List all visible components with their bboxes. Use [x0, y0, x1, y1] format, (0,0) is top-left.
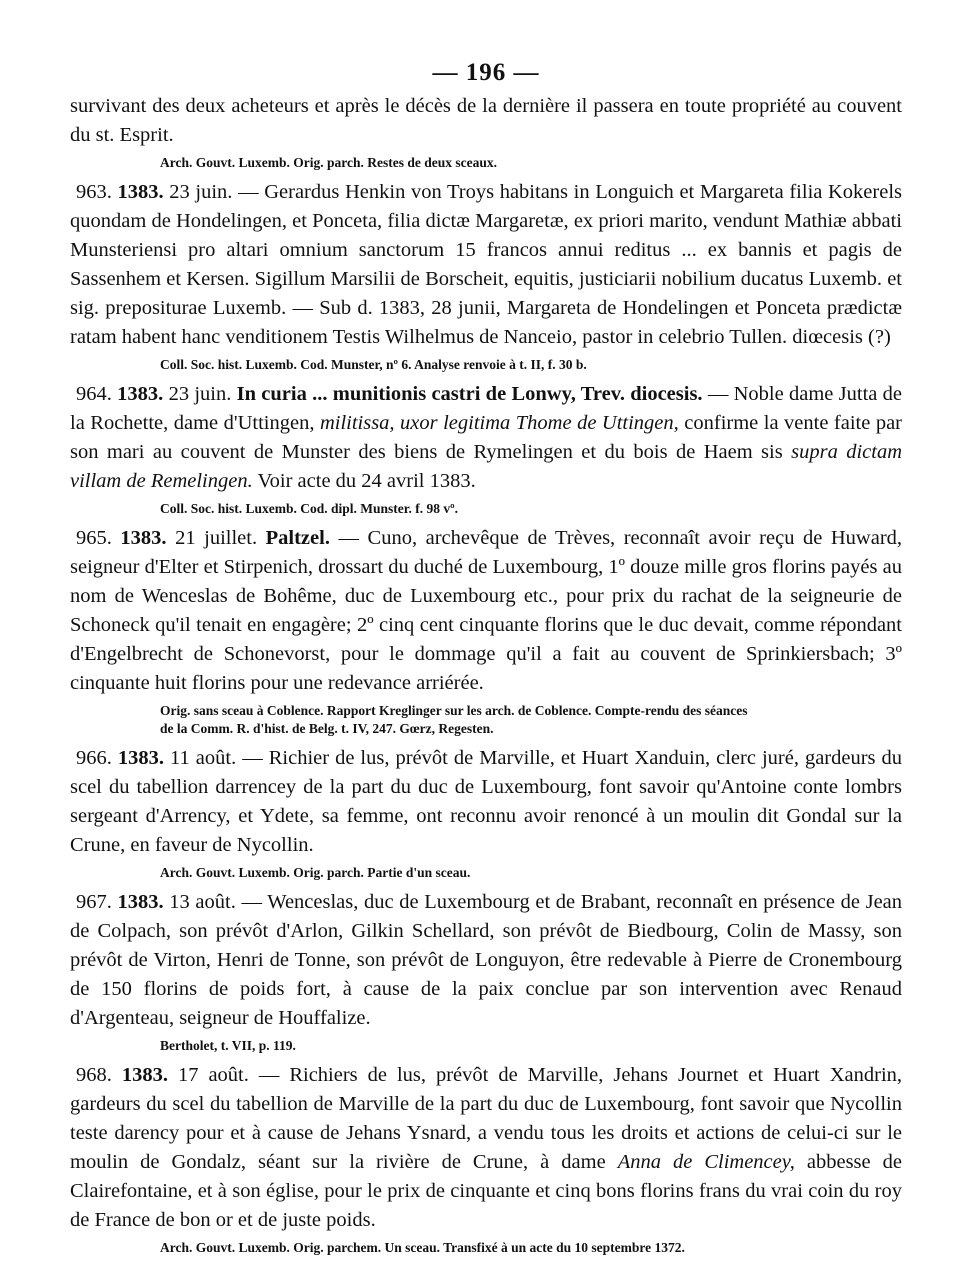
entry-year: 1383. — [117, 891, 164, 913]
entry-number: 966. — [76, 747, 112, 769]
entry-source — [70, 1239, 902, 1257]
entry-italic-text: Anna de Climencey, — [617, 1151, 795, 1173]
entry-text: Voir acte du 24 avril 1383. — [252, 470, 476, 492]
entry-year: 1383. — [117, 747, 165, 769]
document-page — [70, 58, 902, 1263]
source-line: Arch. Gouvt. Luxemb. Orig. parch. Partie d'un sceau. — [160, 865, 471, 880]
entry-number: 968. — [76, 1064, 112, 1086]
entry-source — [70, 864, 902, 882]
entry-date: 17 août. — [177, 1064, 249, 1086]
entry-text: — Cuno, archevêque de Trèves, reconnaît avoir reçu de Huward, seigneur d'Elter et Stirpenich, drossart du duché de Luxembourg, 1º douze mille gros florins payés au nom de Wenceslas de Bohême, duc de Luxembourg etc., pour prix du rachat de la seigneurie de Schoneck qu'il tenait en engagère; 2º cinq cent cinquante florins que le duc devait, comme répondant d'Engelbrecht de Schonevorst, pour le dommage qu'il a fait au couvent de Sprinkiersbach; 3º cinquante huit florins pour une redevance arriérée. — [70, 527, 903, 694]
entry-number: 965. — [76, 527, 112, 549]
source-line: Coll. Soc. hist. Luxemb. Cod. Munster, nº 6. Analyse renvoie à t. II, f. 30 b. — [160, 357, 587, 372]
entry-text: — Richier de lus, prévôt de Marville, et Huart Xanduin, clerc juré, gardeurs du scel du tabellion darrencey de la part du duc de Luxembourg, font savoir qu'Antoine conte lombrs sergeant d'Arrency, et Ydete, sa femme, ont reconnu avoir renoncé à un moulin dit Gondal sur la Crune, en faveur de Nycollin. — [70, 747, 903, 856]
page-number: — 196 — — [432, 59, 540, 86]
entry-source — [70, 500, 902, 518]
entry-number: 964. — [76, 383, 112, 405]
entry-italic-text: militissa, uxor legitima Thome de Uttingen, — [319, 412, 679, 434]
entry-text: abbesse de Clairefontaine, et à son église, pour le prix de cinquante et cinq bons florins frans du vrai coin du roy de France de bon or et de juste poids. — [70, 1151, 902, 1231]
entry-text: — Gerardus Henkin von Troys habitans in Longuich et Margareta filia Kokerels quondam de Hondelingen, et Ponceta, filia dictæ Margaretæ, ex priori marito, vendunt Mathiæ abbati Munsteriensi pro altari omnium sanctorum 15 francos annui reditus ... ex bannis et pagis de Sassenhem et Kersen. Sigillum Marsilii de Borscheit, equitis, justiciarii nobilium ducatus Luxemb. et sig. prepositurae Luxemb. — Sub d. 1383, 28 junii, Margareta de Hondelingen et Ponceta prædictæ ratam habent hanc venditionem Testis Wilhelmus de Nanceio, pastor in celebrio Tullen. diœcesis (?) — [70, 181, 903, 348]
opening-paragraph: survivant des deux acheteurs et après le décès de la dernière il passera en toute propriété au couvent du st. Esprit. — [70, 95, 902, 146]
entry-year: 1383. — [117, 383, 164, 405]
entry-date: 21 juillet. — [175, 527, 258, 549]
entry-year: 1383. — [117, 181, 164, 203]
source-line: Coll. Soc. hist. Luxemb. Cod. dipl. Munster. f. 98 vº. — [160, 501, 458, 516]
entry-paragraph — [70, 1061, 902, 1235]
entry-year: 1383. — [120, 527, 167, 549]
entry-source — [70, 1037, 902, 1055]
entries-list — [70, 178, 902, 1257]
entry-source — [70, 356, 902, 374]
opening-source: Arch. Gouvt. Luxemb. Orig. parch. Restes de deux sceaux. — [160, 155, 497, 170]
entry-date: 13 août. — [169, 891, 236, 913]
source-line: Arch. Gouvt. Luxemb. Orig. parchem. Un sceau. Transfixé à un acte du 10 septembre 1372. — [160, 1240, 685, 1255]
entry-text: confirme la vente faite par son mari au couvent de Munster des biens de Rymelingen et du bois de Haem sis — [70, 412, 902, 463]
entry-italic-text: supra dictam villam de Remelingen. — [70, 441, 903, 492]
entry-date: 11 août. — [170, 747, 237, 769]
entry-heading: Paltzel. — [265, 527, 330, 549]
entry-number: 967. — [76, 891, 112, 913]
entry-number: 963. — [76, 181, 112, 203]
entry-paragraph — [70, 524, 902, 698]
entry-heading: In curia ... munitionis castri de Lonwy, Trev. diocesis. — [236, 383, 703, 405]
source-line: Orig. sans sceau à Coblence. Rapport Kreglinger sur les arch. de Coblence. Compte-rendu des séances — [160, 703, 748, 718]
entry-text: — Wenceslas, duc de Luxembourg et de Brabant, reconnaît en présence de Jean de Colpach, son prévôt d'Arlon, Gilkin Schellard, son prévôt de Biedbourg, Colin de Massy, son prévôt de Virton, Henri de Tonne, son prévôt de Longuyon, être redevable à Pierre de Cronembourg de 150 florins de poids fort, à cause de la paix conclue par son intervention avec Renaud d'Argenteau, seigneur de Houffalize. — [70, 891, 903, 1029]
entry-text: — Richiers de lus, prévôt de Marville, Jehans Journet et Huart Xandrin, gardeurs du scel du tabellion de Marville de la part du duc de Luxembourg, font savoir que Nycollin teste darency pour et à cause de Jehans Ysnard, a vendu tous les droits et actions de celui-ci sur le moulin de Gondalz, séant sur la rivière de Crune, à dame — [70, 1064, 903, 1173]
entry-text: — Noble dame Jutta de la Rochette, dame d'Uttingen, — [70, 383, 903, 434]
entry-paragraph — [70, 178, 902, 352]
entry-date: 23 juin. — [169, 181, 233, 203]
source-line: de la Comm. R. d'hist. de Belg. t. IV, 247. Gœrz, Regesten. — [160, 721, 494, 736]
entry-paragraph — [70, 888, 902, 1033]
entry-paragraph — [70, 380, 902, 496]
entry-date: 23 juin. — [168, 383, 232, 405]
entry-paragraph — [70, 744, 902, 860]
entry-year: 1383. — [121, 1064, 168, 1086]
source-line: Bertholet, t. VII, p. 119. — [160, 1038, 296, 1053]
entry-source — [70, 702, 902, 738]
